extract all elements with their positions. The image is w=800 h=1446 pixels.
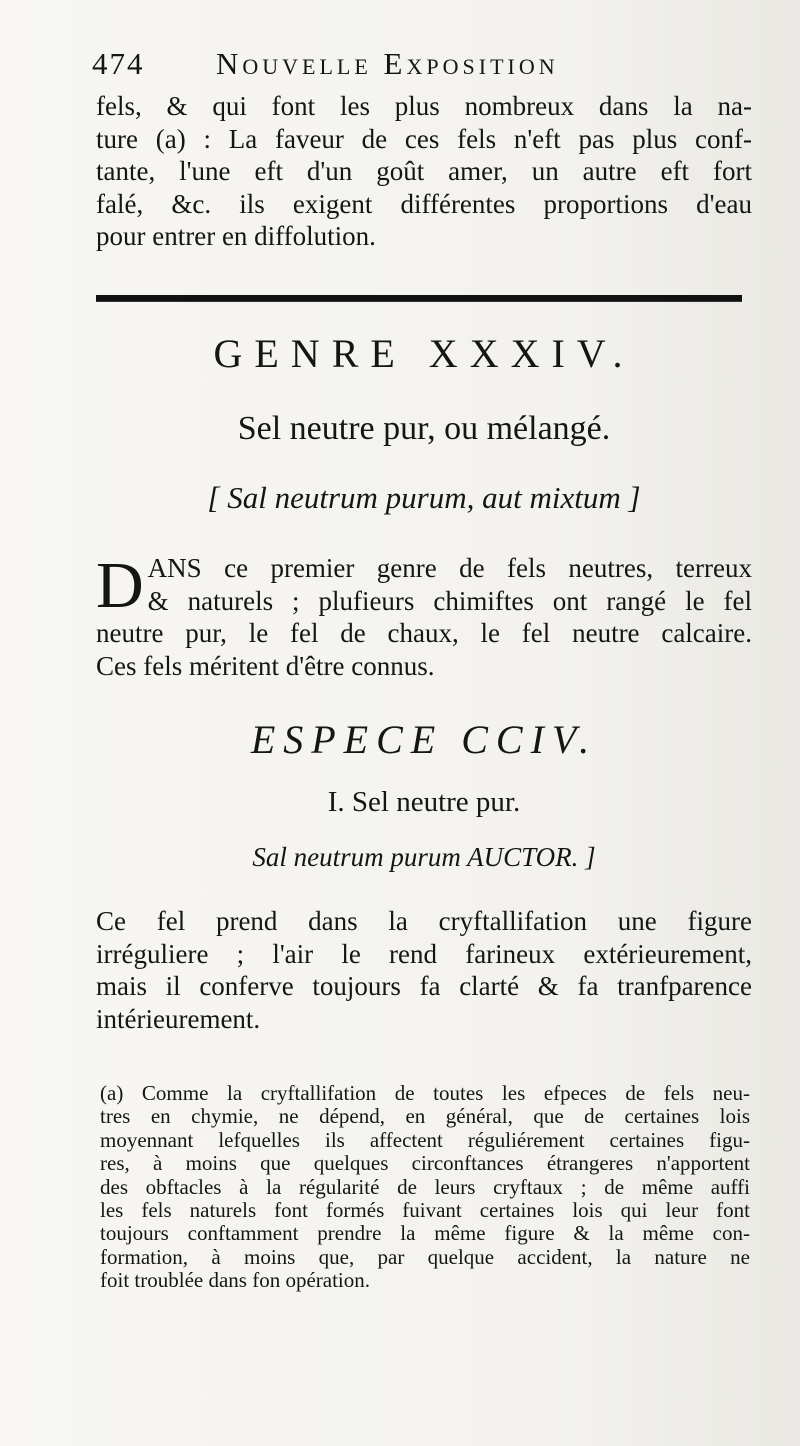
text-line: ture (a) : La faveur de ces fels n'eft pas plus conf- — [96, 123, 752, 154]
espece-title: ESPECE CCIV. — [250, 717, 598, 762]
running-title: Nouvelle Exposition — [216, 46, 559, 81]
page-number: 474 — [92, 46, 145, 81]
genre-title: GENRE XXXIV. — [213, 331, 635, 376]
section-divider — [96, 295, 742, 302]
text-line: neutre pur, le fel de chaux, le fel neutre calcaire. — [96, 618, 752, 648]
text-line: mais il conferve toujours fa clarté & fa tranfparence — [96, 971, 752, 1001]
footnote-line: tres en chymie, ne dépend, en général, que de certaines lois — [100, 1104, 750, 1129]
text-line: irréguliere ; l'air le rend farineux extérieurement, — [96, 938, 752, 969]
text-line: ANS ce premier genre de fels neutres, terreux — [147, 553, 752, 583]
species-name: I. Sel neutre pur. — [327, 786, 521, 818]
footnote-line: (a) Comme la cryftallifation de toutes les efpeces de fels neu- — [100, 1081, 750, 1105]
footnote-line: moyennant lefquelles ils affectent réguliérement certaines figu- — [100, 1127, 750, 1152]
text-line: fels, & qui font les plus nombreux dans la na- — [96, 91, 752, 121]
genre-latin-name: [ Sal neutrum purum, aut mixtum ] — [207, 480, 641, 515]
running-head — [92, 46, 752, 86]
footnote-line: foit troublée dans fon opération. — [100, 1268, 371, 1293]
continuation-paragraph — [96, 90, 752, 253]
text-line: Ces fels méritent d'être connus. — [96, 650, 435, 681]
text-line: Ce fel prend dans la cryftallifation une figure — [96, 906, 752, 936]
footnote-line: res, à moins que quelques circonftances étrangeres n'apportent — [100, 1151, 750, 1176]
footnote-line: formation, à moins que, par quelque accident, la nature ne — [100, 1244, 750, 1269]
intro-paragraph — [96, 549, 752, 682]
species-latin-name: Sal neutrum purum AUCTOR. ] — [252, 842, 596, 872]
footnote-line: les fels naturels font formés fuivant certaines lois qui leur font — [100, 1198, 750, 1223]
text-line: falé, &c. ils exigent différentes proportions d'eau — [96, 188, 752, 219]
text-line: pour entrer en diffolution. — [96, 221, 376, 251]
drop-cap: D — [96, 549, 144, 622]
footnote — [100, 1082, 750, 1293]
genre-subtitle: Sel neutre pur, ou mélangé. — [237, 410, 611, 447]
footnote-line: des obftacles à la régularité de leurs cryftaux ; de même auffi — [100, 1174, 750, 1199]
text-line: & naturels ; plufieurs chimiftes ont rangé le fel — [147, 585, 752, 616]
text-line: tante, l'une eft d'un goût amer, un autre eft fort — [96, 156, 752, 186]
footnote-line: toujours conftamment prendre la même figure & la même con- — [100, 1221, 750, 1246]
text-line: intérieurement. — [96, 1003, 261, 1034]
description-paragraph — [96, 905, 752, 1035]
